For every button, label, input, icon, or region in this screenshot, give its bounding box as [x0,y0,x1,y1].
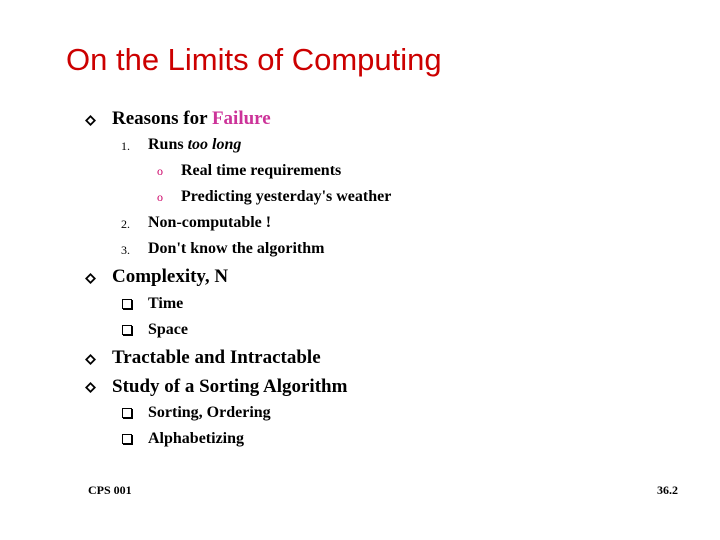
sub-bullet-marker: o [157,164,163,178]
list-number: 3. [121,243,130,257]
list-item-non-computable: Non-computable ! [148,214,272,231]
list-number: 2. [121,217,130,231]
bullet-tractable: Tractable and Intractable [112,347,321,368]
list-item-predicting-weather: Predicting yesterday's weather [181,188,392,205]
footer-page-number: 36.2 [657,483,678,497]
list-item-sorting-ordering: Sorting, Ordering [148,404,271,421]
list-item-space: Space [148,321,188,338]
square-bullet-icon [122,408,132,418]
list-item-dont-know-algorithm: Don't know the algorithm [148,240,325,257]
diamond-bullet-icon [84,272,97,285]
diamond-bullet-icon [84,114,97,127]
bullet-reasons-for-failure: Reasons for Failure [112,108,271,129]
list-item-real-time: Real time requirements [181,162,342,179]
list-item-runs-too-long: Runs too long [148,136,242,153]
footer-course: CPS 001 [88,483,132,497]
bullet-complexity: Complexity, N [112,266,229,287]
square-bullet-icon [122,325,132,335]
slide-title: On the Limits of Computing [66,42,442,77]
diamond-bullet-icon [84,353,97,366]
list-item-alphabetizing: Alphabetizing [148,430,245,447]
bullet-sorting-algorithm: Study of a Sorting Algorithm [112,376,348,397]
diamond-bullet-icon [84,381,97,394]
list-number: 1. [121,139,130,153]
square-bullet-icon [122,299,132,309]
sub-bullet-marker: o [157,190,163,204]
square-bullet-icon [122,434,132,444]
list-item-time: Time [148,295,184,312]
